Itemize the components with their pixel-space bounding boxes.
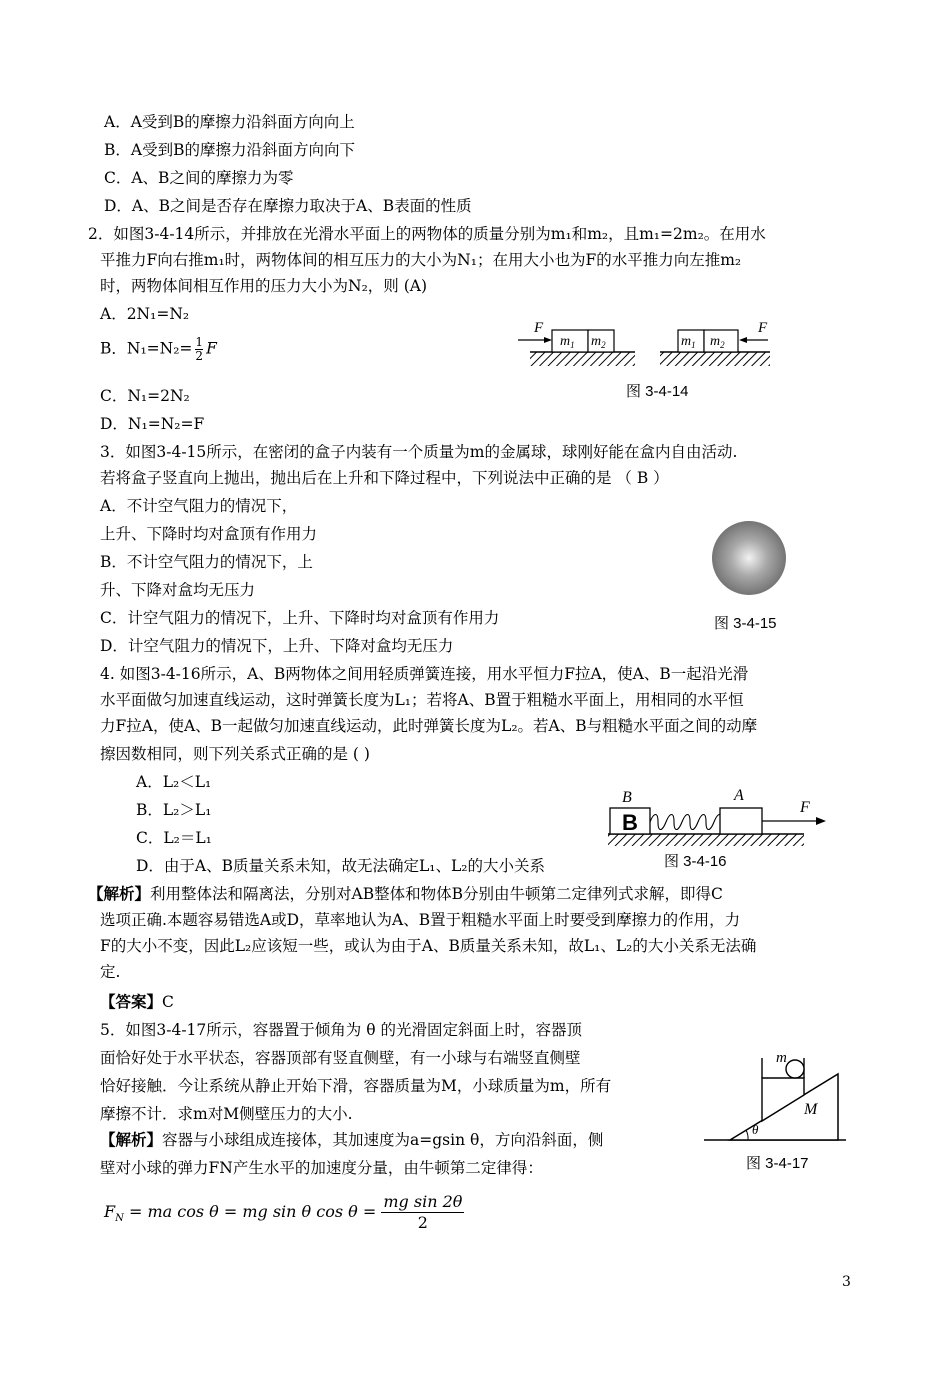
q2-option-a: A．2N₁=N₂	[100, 305, 190, 323]
figure-3-4-17	[700, 1046, 850, 1146]
q4-option-c: C．L₂＝L₁	[136, 829, 212, 847]
figure-3-4-16	[600, 784, 832, 850]
q5-line-3: 恰好接触．今让系统从静止开始下滑，容器质量为M，小球质量为m，所有	[100, 1077, 612, 1095]
q4-option-b: B．L₂＞L₁	[136, 801, 212, 819]
label-f-left: F	[534, 320, 544, 336]
page-number: 3	[842, 1274, 851, 1290]
label-m2-right: $m_2$	[710, 334, 725, 350]
q5-formula: $F_N$ = ma cos θ = mg sin θ cos θ = $\frac{\text{mg sin 2θ}}{2}$	[104, 1192, 463, 1232]
label-M: M	[804, 1101, 818, 1118]
label-theta: θ	[752, 1122, 759, 1137]
block-b-letter: B	[622, 810, 638, 835]
label-m1-right: $m_1$	[681, 334, 696, 350]
q2-line-3: 时，两物体间相互作用的压力大小为N₂，则 (A)	[100, 277, 427, 295]
q4-analysis-4: 定.	[100, 963, 121, 981]
q4-line-1: 4. 如图3-4-16所示，A、B两物体之间用轻质弹簧连接，用水平恒力F拉A，使A、B一起沿光滑	[100, 665, 749, 683]
q4-line-3: 力F拉A，使A、B一起做匀加速直线运动，此时弹簧长度为L₂。若A、B与粗糙水平面之间的动摩	[100, 717, 758, 735]
q2-option-b: B．N₁=N₂= $\frac{1}{2}$ F	[100, 335, 217, 363]
q4-option-d: D．由于A、B质量关系未知，故无法确定L₁、L₂的大小关系	[136, 857, 546, 875]
q4-analysis-3: F的大小不变，因此L₂应该短一些，或认为由于A、B质量关系未知，故L₁、L₂的大小关系无法确	[100, 937, 757, 955]
small-ball	[786, 1060, 804, 1078]
caption-3-4-16: 图 3-4-16	[664, 853, 727, 870]
label-a: A	[734, 787, 744, 804]
q1-option-c: C．A、B之间的摩擦力为零	[104, 169, 294, 187]
q3-option-a-1: A．不计空气阻力的情况下，	[100, 497, 298, 515]
block-a	[720, 808, 762, 834]
figure-3-4-14	[510, 310, 800, 372]
q2-line-2: 平推力F向右推m₁时，两物体间的相互压力的大小为N₁；在用大小也为F的水平推力向左推m₂	[100, 251, 742, 269]
label-m: m	[776, 1050, 787, 1066]
q1-option-a: A．A受到B的摩擦力沿斜面方向向上	[104, 113, 355, 131]
q1-option-b: B．A受到B的摩擦力沿斜面方向向下	[104, 141, 355, 159]
q2-option-d: D．N₁=N₂=F	[100, 415, 205, 433]
q3-line-1: 3．如图3-4-15所示，在密闭的盒子内装有一个质量为m的金属球，球刚好能在盒内自由活动.	[100, 443, 738, 461]
ground-left	[530, 352, 635, 366]
q4-analysis-1: 【解析】利用整体法和隔离法，分别对AB整体和物体B分别由牛顿第二定律列式求解，即得C	[88, 884, 723, 903]
q4-option-a: A．L₂＜L₁	[136, 773, 212, 791]
caption-3-4-15: 图 3-4-15	[714, 615, 777, 632]
q5-line-4: 摩擦不计．求m对M侧壁压力的大小.	[100, 1105, 353, 1123]
label-m2-left: $m_2$	[591, 334, 606, 350]
q2-fraction: $\frac{1}{2}$	[195, 335, 204, 363]
figure-3-4-15	[708, 520, 790, 600]
q1-option-d: D．A、B之间是否存在摩擦力取决于A、B表面的性质	[104, 197, 472, 215]
q5-analysis-1: 【解析】容器与小球组成连接体，其加速度为a=gsin θ，方向沿斜面，侧	[100, 1130, 604, 1149]
q5-formula-fraction: $\frac{\text{mg sin 2θ}}{2}$	[383, 1192, 463, 1232]
q2-line-1: 2．如图3-4-14所示，并排放在光滑水平面上的两物体的质量分别为m₁和m₂，且m₁=2m₂。在用水	[88, 225, 766, 243]
q4-analysis-2: 选项正确.本题容易错选A或D，草率地认为A、B置于粗糙水平面上时要受到摩擦力的作用，力	[100, 911, 741, 929]
q4-answer: 【答案】C	[100, 992, 174, 1011]
ground-3-4-16	[608, 834, 804, 846]
q2-option-c: C．N₁=2N₂	[100, 387, 190, 405]
q4-line-2: 水平面做匀加速直线运动，这时弹簧长度为L₁；若将A、B置于粗糙水平面上，用相同的水平恒	[100, 691, 744, 709]
q5-line-2: 面恰好处于水平状态，容器顶部有竖直侧壁，有一小球与右端竖直侧壁	[100, 1049, 581, 1067]
metal-ball	[712, 521, 786, 595]
ground-right	[660, 352, 770, 366]
label-f-right: F	[758, 320, 768, 336]
q3-option-b-1: B．不计空气阻力的情况下，上	[100, 553, 313, 571]
q3-option-b-2: 升、下降对盒均无压力	[100, 581, 256, 599]
q3-option-c: C．计空气阻力的情况下，上升、下降时均对盒顶有作用力	[100, 609, 500, 627]
q4-line-4: 擦因数相同，则下列关系式正确的是 ( )	[100, 745, 370, 763]
label-f: F	[800, 799, 810, 816]
label-b: B	[622, 789, 632, 806]
caption-3-4-17: 图 3-4-17	[746, 1155, 809, 1172]
q5-analysis-2: 壁对小球的弹力FN产生水平的加速度分量，由牛顿第二定律得：	[100, 1159, 543, 1177]
q3-option-d: D．计空气阻力的情况下，上升、下降对盒均无压力	[100, 637, 454, 655]
q3-option-a-2: 上升、下降时均对盒顶有作用力	[100, 525, 318, 543]
q5-line-1: 5．如图3-4-17所示，容器置于倾角为 θ 的光滑固定斜面上时，容器顶	[100, 1021, 582, 1039]
label-m1-left: $m_1$	[560, 334, 575, 350]
q3-line-2: 若将盒子竖直向上抛出，抛出后在上升和下降过程中，下列说法中正确的是 （ B ）	[100, 469, 669, 487]
caption-3-4-14: 图 3-4-14	[626, 383, 689, 400]
